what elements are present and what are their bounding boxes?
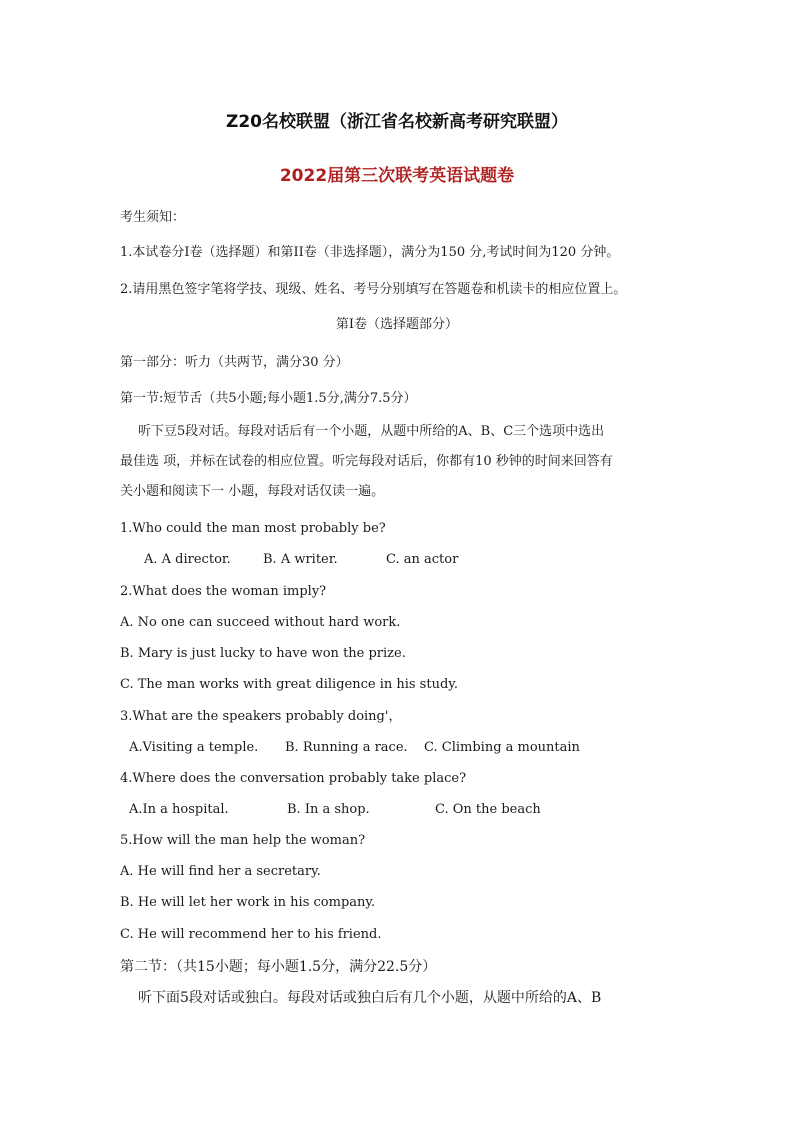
notice-item-1: 1.本试卷分I卷（选择题）和第II卷（非选择题），满分为150 分,考试时间为120 分钟。 [120, 245, 620, 260]
q2-option-a: A. No one can succeed without hard work. [120, 615, 401, 630]
q4-option-a: A.In a hospital. [129, 802, 229, 817]
question-4: 4.Where does the conversation probably take place? [120, 771, 467, 786]
question-3: 3.What are the speakers probably doing'， [120, 709, 402, 724]
question-5: 5.How will the man help the woman? [120, 833, 366, 848]
section-2-instruction: 听下面5段对话或独白。每段对话或独白后有几个小题，从题中所给的A、B [138, 990, 602, 1006]
instruction-line-2: 最佳选 项，并标在试卷的相应位置。听完每段对话后，你都有10 秒钟的时间来回答有 [120, 454, 613, 469]
q5-option-c: C. He will recommend her to his friend. [120, 927, 382, 942]
exam-title: Z20名校联盟（浙江省名校新高考研究联盟） [226, 112, 568, 132]
instruction-line-3: 关小题和阅读下一 小题，每段对话仅读一遍。 [120, 484, 385, 499]
notice-heading: 考生须知： [120, 210, 186, 225]
q2-option-b: B. Mary is just lucky to have won the prize. [120, 646, 406, 661]
instruction-line-1: 听下豆5段对话。每段对话后有一个小题，从题中所给的A、B、C三个选项中选出 [138, 424, 605, 439]
q3-option-a: A.Visiting a temple. [129, 740, 259, 755]
q5-option-a: A. He will find her a secretary. [120, 864, 321, 879]
volume-title: 第I卷（选择题部分） [335, 317, 459, 332]
q3-option-c: C. Climbing a mountain [424, 740, 580, 755]
question-2: 2.What does the woman imply? [120, 584, 327, 599]
section-1-title: 第一节:短节舌（共5小题;每小题1.5分,满分7.5分） [120, 391, 417, 406]
q1-option-a: A. A director. [144, 552, 231, 567]
q4-option-b: B. In a shop. [287, 802, 370, 817]
section-2-title: 第二节：（共15小题；每小题1.5分，满分22.5分） [120, 959, 437, 975]
q4-option-c: C. On the beach [435, 802, 541, 817]
q3-option-b: B. Running a race. [285, 740, 408, 755]
exam-subtitle: 2022届第三次联考英语试题卷 [279, 166, 515, 186]
question-1: 1.Who could the man most probably be? [120, 521, 386, 536]
q1-option-c: C. an actor [386, 552, 459, 567]
q1-option-b: B. A writer. [263, 552, 338, 567]
q5-option-b: B. He will let her work in his company. [120, 895, 376, 910]
part-title: 第一部分：听力（共两节，满分30 分） [120, 355, 349, 370]
notice-item-2: 2.请用黑色签字笔将学技、现级、姓名、考号分别填写在答题卷和机读卡的相应位置上。 [120, 282, 627, 297]
q2-option-c: C. The man works with great diligence in his study. [120, 677, 459, 692]
